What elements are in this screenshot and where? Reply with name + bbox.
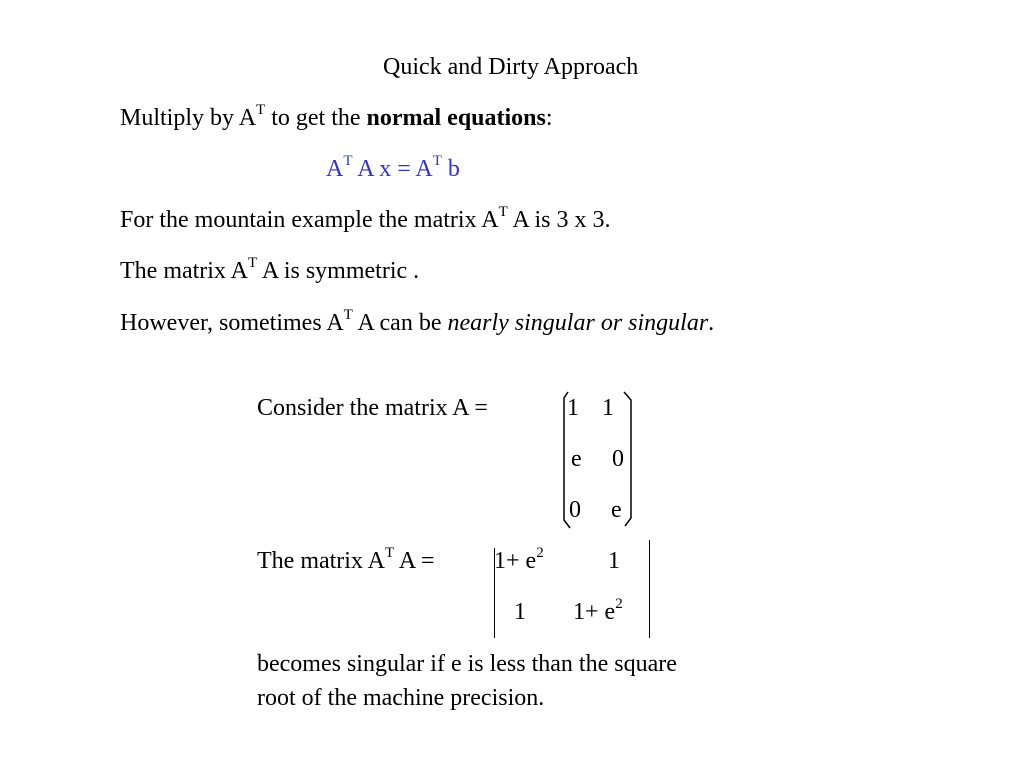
- text-segment: to get the: [265, 105, 367, 131]
- text-segment: A: [326, 156, 344, 182]
- superscript: 2: [536, 545, 544, 561]
- superscript: T: [343, 153, 353, 169]
- bold-term: normal equations: [366, 105, 546, 131]
- superscript: 2: [615, 596, 623, 612]
- text-segment: The matrix A: [257, 548, 385, 574]
- right-bar-icon: [649, 540, 650, 638]
- text-segment: A x = A: [352, 156, 433, 182]
- ata-matrix-label: [257, 545, 435, 574]
- text-segment: .: [708, 310, 715, 336]
- superscript: T: [256, 102, 266, 118]
- superscript: T: [498, 204, 508, 220]
- slide-title: Quick and Dirty Approach: [383, 54, 639, 80]
- superscript: T: [384, 545, 395, 561]
- text-segment: Multiply by A: [120, 105, 257, 131]
- text-segment: 1+ e: [573, 599, 616, 625]
- normal-equation-formula: [326, 153, 460, 182]
- text-segment: A can be: [352, 310, 448, 336]
- text-segment: However, sometimes A: [120, 310, 344, 336]
- matrix-ata-r2c1: 1: [514, 599, 526, 625]
- text-segment: A is 3 x 3.: [507, 207, 611, 233]
- conclusion-line-1: becomes singular if e is less than the square: [257, 651, 677, 677]
- matrix-a-r3c2: e: [611, 497, 622, 523]
- superscript: T: [247, 255, 258, 271]
- italic-term: nearly singular or singular: [447, 310, 709, 336]
- superscript: T: [343, 307, 353, 323]
- text-segment: :: [545, 105, 553, 131]
- mountain-example-line: [120, 204, 611, 233]
- symmetric-line: [120, 255, 420, 284]
- text-segment: A is symmetric .: [257, 258, 420, 284]
- normal-equations-line: [120, 102, 553, 131]
- text-segment: The matrix A: [120, 258, 248, 284]
- conclusion-line-2: root of the machine precision.: [257, 685, 545, 711]
- matrix-ata-r1c1: [494, 545, 544, 574]
- matrix-ata-r2c2: [573, 596, 623, 625]
- superscript: T: [432, 153, 442, 169]
- matrix-a-r2c1: e: [571, 446, 582, 472]
- text-segment: b: [441, 156, 460, 182]
- consider-matrix-label: Consider the matrix A =: [257, 395, 488, 421]
- matrix-a-r2c2: 0: [612, 446, 624, 472]
- singular-line: [120, 307, 715, 336]
- matrix-a-r3c1: 0: [569, 497, 581, 523]
- text-segment: 1+ e: [494, 548, 537, 574]
- matrix-a-r1c1: 1: [567, 395, 579, 421]
- text-segment: For the mountain example the matrix A: [120, 207, 499, 233]
- text-segment: A =: [394, 548, 435, 574]
- matrix-ata-r1c2: 1: [608, 548, 620, 574]
- matrix-a-r1c2: 1: [602, 395, 614, 421]
